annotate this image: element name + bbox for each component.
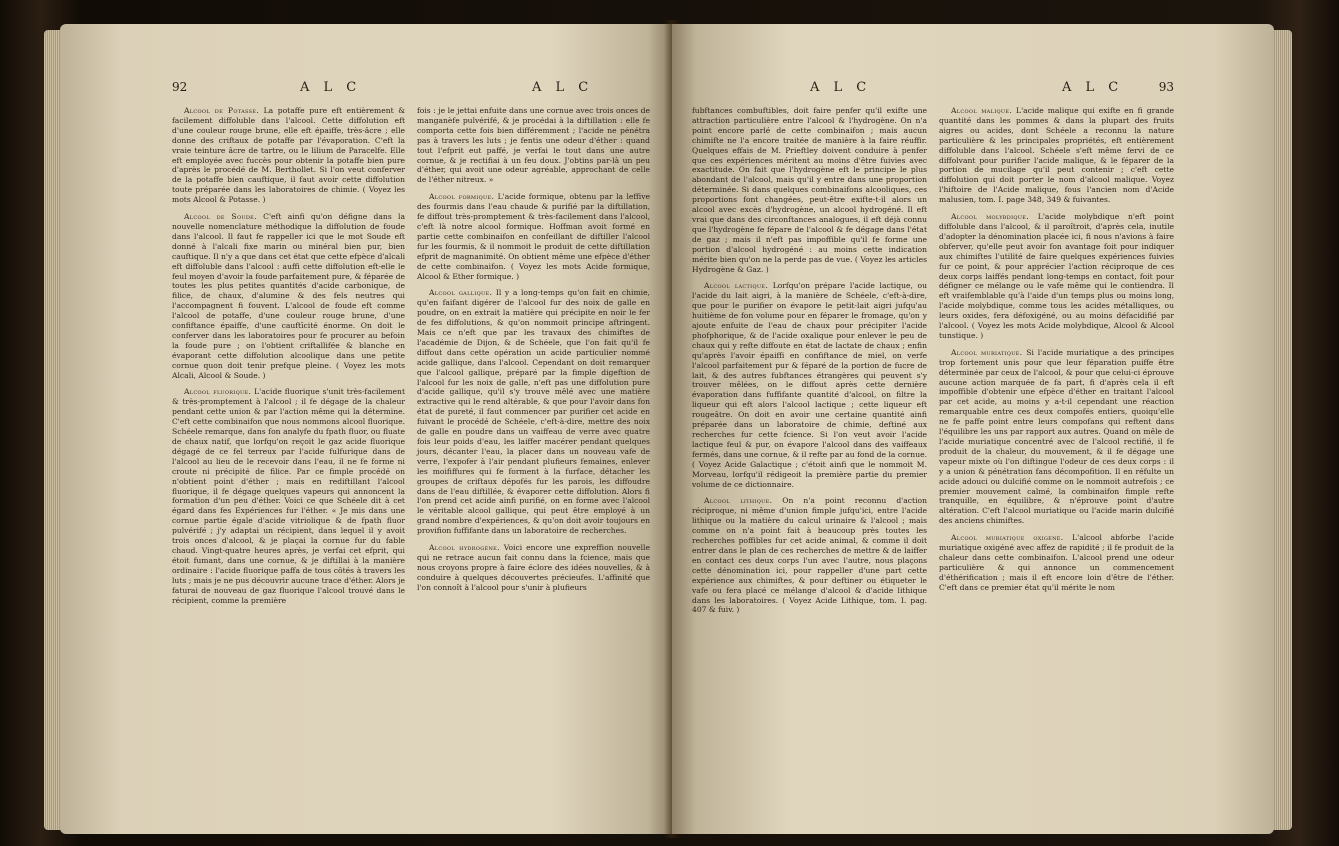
dictionary-entry [417, 106, 650, 185]
entry-body: Voici encore une expreffion nouvelle qui ne retrace aucun fait connu dans la fcience, mais que nous croyons propre à faire éclore des idées nouvelles, & à conduire à quelques découvertes précieufes. L'affinité que l'on connoît à l'alcool pour s'unir à plufieurs [417, 543, 650, 592]
dictionary-entry [692, 106, 927, 274]
entry-term: Alcool hydrogène. [429, 543, 500, 553]
dictionary-entry [172, 212, 405, 380]
left-page-header [172, 80, 650, 100]
page-number: 93 [1158, 80, 1174, 94]
left-page [60, 24, 672, 834]
dictionary-entry [172, 387, 405, 605]
running-head: A L C [300, 80, 362, 95]
left-page-columns [172, 106, 650, 612]
dictionary-entry [939, 348, 1174, 526]
entry-term: Alcool muriatique oxigéné. [951, 533, 1064, 543]
entry-body: L'acide formique, obtenu par la leffive des fourmis dans l'eau chaude & purifié par la diftillation, fe diffout très-promptement & très-facilement dans l'alcool, c'eft là notre alcool formique. Hoffman avoit formé en partie cette combinaifon en confeillant de diftiller l'alcool fur les fourmis, & il nommoit le produit de cette diftillation efprit de magnanimité. On obtient même une efpèce d'éther de cette combinaifon. ( Voyez les mots Acide formique, Alcool & Ether formique. ) [417, 192, 650, 281]
right-page-edges [1272, 30, 1292, 830]
dictionary-entry [939, 106, 1174, 205]
entry-body: Lorfqu'on prépare l'acide lactique, ou l'acide du lait aigri, à la manière de Schéele, c'eft-à-dire, que pour le purifier on évapore le petit-lait aigri jufqu'au huitième de fon volume pour en féparer le fromage, qu'on y ajoute enfuite de l'eau de chaux pour précipiter l'acide phofphorique, & de l'acide oxalique pour enlever le peu de chaux qui y refte diffoute en état de lactate de chaux ; enfin qu'après l'avoir épaiffi en confiftance de miel, on verfe l'alcool parfaitement pur & féparé de la portion de fucre de lait, & des autres fubftances étrangères qui peuvent s'y trouver mêlées, on le diffout après cette dernière évaporation dans fuffifante quantité d'alcool, on filtre la liqueur qui eft alors l'alcool lactique ; cette liqueur eft rougeâtre. On doit en avoir une certaine quantité ainfi préparée dans un laboratoire de chimie, deftiné aux recherches fur cette fcience. Si l'on veut avoir l'acide lactique feul & pur, on évapore l'alcool dans des vaiffeaux fermés, dans une cornue, & il refte par au fond de la cornue. ( Voyez Acide Galactique ; c'étoit ainfi que le nommoit M. Morveau, lorfqu'il rédigeoit la première partie du premier volume de ce dictionnaire. [692, 281, 927, 489]
running-head: A L C [532, 80, 594, 95]
entry-term: Alcool lithique. [704, 496, 773, 506]
entry-body: fubftances combuftibles, doit faire penfer qu'il exifte une attraction particulière entre l'alcool & l'hydrogène. On n'a point encore parlé de cette combinaifon ; mais aucun chimifte ne l'a encore traitée de manière à la faire réuffir. Quelques effais de M. Prieftley doivent conduire à penfer que ces expériences méritent au moins d'être fuivies avec exactitude. On fait que l'hydrogène eft le principe le plus abondant de l'alcool, mais qu'il y entre dans une proportion déterminée. Si dans quelques combinaifons alcooliques, ces proportions font changées, peut-être exifte-t-il alors un alcool avec excès d'hydrogène, un alcool hydrogéné. Il eft vrai que dans des circonftances analogues, il eft déjà connu que l'hydrogène fe fépare de l'alcool & fe dégage dans l'état de gaz ; mais il n'eft pas impoffible qu'il fe forme une portion d'alcool hydrogéné : au moins cette indication mérite bien qu'on ne la perde pas de vue. ( Voyez les articles Hydrogène & Gaz. ) [692, 106, 927, 274]
entry-body: L'alcool abforbe l'acide muriatique oxigéné avec affez de rapidité ; il fe produit de la chaleur dans cette combinaifon. L'alcool prend une odeur particulière & qui annonce un commencement d'éthérification ; mais il eft encore loin d'être de l'éther. C'eft dans ce premier état qu'il mérite le nom [939, 533, 1175, 592]
entry-term: Alcool malique. [951, 106, 1013, 115]
running-head: A L C [810, 80, 872, 95]
running-head: A L C [1062, 80, 1124, 95]
left-column-1 [172, 106, 405, 612]
right-page [672, 24, 1274, 834]
entry-term: Alcool gallique. [429, 288, 493, 298]
entry-body: C'eft ainfi qu'on défigne dans la nouvelle nomenclature méthodique la diffolution de foude dans l'alcool. Il faut fe rappeller ici que le mot Soude eft donné à l'alcali fixe marin ou minéral bien pur, bien cauftique. Il n'y a que dans cet état que cette efpèce d'alcali eft diffoluble dans l'alcool : auffi cette diffolution eft-elle le feul moyen d'avoir la foude parfaitement pure, & féparée de toutes les plus petites quantités d'acide carbonique, de filice, de chaux, d'alumine & des fels neutres qui l'accompagnent fi fouvent. L'alcool de foude eft comme l'alcool de potaffe, d'une couleur rouge brune, d'une confiftance épaiffe, d'une cauftīcité énorme. On doit le conferver dans les laboratoires pour fe procurer au befoin la foude pure ; on l'obtient criftallifée & blanche en évaporant cette diffolution alcoolique dans une petite cornue quon doit tenir prefque pleine. ( Voyez les mots Alcali, Alcool & Soude. ) [172, 212, 405, 380]
entry-term: Alcool molybdique. [951, 212, 1029, 222]
right-page-columns [692, 106, 1174, 622]
entry-body: On n'a point reconnu d'action réciproque, ni même d'union fimple jufqu'ici, entre l'acide lithique ou la matière du calcul urinaire & l'alcool ; mais comme on n'a point fait à beaucoup près toutes les recherches poffibles fur cet acide animal, & comme il doit entrer dans le plan de ces recherches de mettre & de laiffer en contact ces deux corps l'un avec l'autre, nous plaçons cette dénomination ici, pour rappeller d'une part cette expérience aux chimiftes, & pour deftiner ou étiqueter le vafe ou fera placé ce mélange d'alcool & d'acide lithique dans les laboratoires. ( Voyez Acide Lithique, tom. I. pag. 407 & fuiv. ) [692, 496, 927, 615]
entry-body: fois : je le jettai enfuite dans une cornue avec trois onces de manganèfe pulvérifé, & je procédai à la diftillation : elle fe comporta cette fois bien différemment ; l'acide ne pénétra pas à travers les luts ; je fentis une odeur d'éther : quand tout l'efprit eut paffé, je verfai le tout dans une autre cornue, & je rectifiai à un feu doux. J'obtins par-là un peu d'éther, qui avoit une odeur agréable, approchant de celle de l'éther nitreux. » [417, 106, 650, 185]
entry-body: La potaffe pure eft entièrement & facilement diffoluble dans l'alcool. Cette diffolution eft d'une couleur rouge brune, elle eft épaiffe, très-âcre ; elle donne des criftaux de potaffe par l'évaporation. C'eft la vraie teinture âcre de tartre, ou le lilium de Paracelfe. Elle eft employée avec fuccès pour obtenir la potaffe bien pure d'après le procédé de M. Berthollet. Si l'on veut conferver de la potaffe bien cauftique, il faut avoir cette diffolution toute préparée dans les laboratoires de chimie. ( Voyez les mots Alcool & Potasse. ) [172, 106, 405, 205]
dictionary-entry [417, 192, 650, 281]
entry-term: Alcool muriatique. [951, 347, 1023, 357]
entry-body: Il y a long-temps qu'on fait en chimie, qu'en faifant digérer de l'alcool fur des noix de galle en poudre, on en extrait la matière qui précipite en noir le fer de fes diffolutions, & qu'on nommoit principe aftringent. Mais ce n'eft que par les travaux des chimiftes de l'académie de Dijon, & de Schéele, que l'on fait qu'il fe diffout dans cette opération un acide particulier nommé acide gallique, dans l'alcool. Cependant on doit remarquer que l'alcool gallique, préparé par la fimple digeftion de l'alcool fur les noix de galle, n'eft pas une diffolution pure d'acide gallique, qu'il s'y trouve mêlé avec une matière extractive qui le rend altérable, & que pour l'avoir dans fon état de pureté, il faut commencer par purifier cet acide en fuivant le procédé de Schéele, c'eft-à-dire, mettre des noix de galle en poudre dans un vaiffeau de verre avec quatre fois leur poids d'eau, les laiffer macérer pendant quelques jours, décanter l'eau, la placer dans un nouveau vafe de verre, l'expofer à l'air pendant plufieurs femaines, enlever les moififfures qui fe forment à la furface, détacher les groupes de criftaux dépofés fur les parois, les diffoudre dans de l'eau diftillée, & évaporer cette diffolution. Alors fi l'on prend cet acide ainfi purifié, on en forme avec l'alcool le véritable alcool gallique, qui peut être employé à un grand nombre d'expériences, & qu'on doit avoir toujours en provifion fuffifante dans un laboratoire de recherches. [417, 288, 650, 536]
entry-body: L'acide fluorique s'unit très-facilement & très-promptement à l'alcool ; il fe dégage de la chaleur pendant cette union & par l'action même qui la détermine. C'eft cette combinaifon que nous nommons alcool fluorique. Schéele remarque, dans fon analyfe du fpath fluor, ou fluate de chaux natif, que lorfqu'on reçoit le gaz acide fluorique dégagé de ce fel terreux par l'acide fulfurique dans de l'alcool au lieu de le recevoir dans l'eau, il ne fe forme ni croute ni précipité de filice. Par ce fimple procédé on n'obtient point d'éther ; mais en rediftillant l'alcool fluorique, il fe dégage quelques vapeurs qui annoncent la formation d'un peu d'éther. Voici ce que Schéele dit à cet égard dans fes Expériences fur l'éther. « Je mis dans une cornue partie égale d'acide vitriolique & de fpath fluor pulvérifé ; j'y adaptai un récipient, dans lequel il y avoit trois onces d'alcool, & je plaçai la cornue fur du fable chaud. Vingt-quatre heures après, je verfai cet efprit, qui étoit fumant, dans une cornue, & je diftillai à la manière ordinaire : l'acide fluorique paffa de tous côtés à travers les luts ; mais je ne pus découvrir aucune trace d'éther. Alors je faturai de nouveau de gaz fluorique l'alcool trouvé dans le récipient, comme la première [172, 387, 405, 605]
right-page-header [692, 80, 1174, 100]
entry-term: Alcool de Potasse. [184, 106, 260, 115]
entry-body: L'acide molybdique n'eft point diffoluble dans l'alcool, & il paroîtroit, d'après cela, inutile d'adopter la dénomination placée ici, fi nous n'avions à faire obferver, qu'elle peut avoir fon avantage foit pour indiquer aux chimiftes l'utilité de faire quelques expériences fuivies fur ce point, & pour apprécier l'action réciproque de ces deux corps laiffés pendant long-temps en contact, foit pour défigner ce mélange ou le vafe même qui le contiendra. Il eft vraifemblable qu'à l'aide d'un temps plus ou moins long, l'acide molybdique, comme tous les acides métalliques, ou leurs oxides, fera défoxigéné, ou au moins défacidifié par l'alcool. ( Voyez les mots Acide molybdique, Alcool & Alcool tunstique. ) [939, 212, 1174, 340]
entry-term: Alcool formique. [429, 192, 495, 202]
dictionary-entry [172, 106, 405, 205]
entry-body: L'acide malique qui exifte en fi grande quantité dans les pommes & dans la plupart des fruits aigres ou acides, dont Schéele a reconnu la nature particulière & les principales propriétés, eft entièrement diffoluble dans l'alcool. Schéele s'eft même fervi de ce diffolvant pour purifier l'acide malique, & le féparer de la portion de mucilage qu'il peut contenir ; c'eft cette diffolution qui doit porter le nom d'alcool malique. Voyez l'hiftoire de l'Acide malique, fous l'ancien nom d'Acide malusien, tom. I. page 348, 349 & fuivantes. [939, 106, 1174, 205]
dictionary-entry [939, 212, 1174, 341]
page-number: 92 [172, 80, 188, 94]
dictionary-entry [417, 288, 650, 536]
entry-term: Alcool de Soude. [184, 212, 257, 222]
entry-term: Alcool fluorique. [184, 387, 252, 397]
right-column-1 [692, 106, 927, 622]
dictionary-entry [692, 496, 927, 615]
entry-body: Si l'acide muriatique a des principes trop fortement unis pour que leur féparation puiffe être déterminée par ceux de l'alcool, & pour que celui-ci éprouve aucune action marquée de fa part, fi d'après cela il eft impoffible d'obtenir une efpèce d'éther en traitant l'alcool par cet acide, au moins y a-t-il cependant une réaction remarquable entre ces deux compofés entiers, quoiqu'elle ne fe paffe point entre leurs compofans qui reftent dans l'équilibre les uns par rapport aux autres. Quand on mêle de l'acide muriatique concentré avec de l'alcool rectifié, il fe produit de la chaleur, du mouvement, & il fe dégage une vapeur mixte où l'on diftingue l'odeur de ces deux corps : il y a union & pénétration fans décompofition. Il en réfulte un acide adouci ou dulcifié comme on le nommoit autrefois ; ce premier mouvement calmé, la combinaifon fimple refte tranquille, en équilibre, & n'éprouve point d'autre altération. C'eft l'alcool muriatique ou l'acide marin dulcifié des anciens chimiftes. [939, 347, 1175, 526]
entry-term: Alcool lactique. [704, 281, 769, 291]
left-column-2 [417, 106, 650, 612]
right-column-2 [939, 106, 1174, 622]
dictionary-entry [417, 543, 650, 593]
dictionary-entry [939, 533, 1174, 592]
dictionary-entry [692, 281, 927, 489]
